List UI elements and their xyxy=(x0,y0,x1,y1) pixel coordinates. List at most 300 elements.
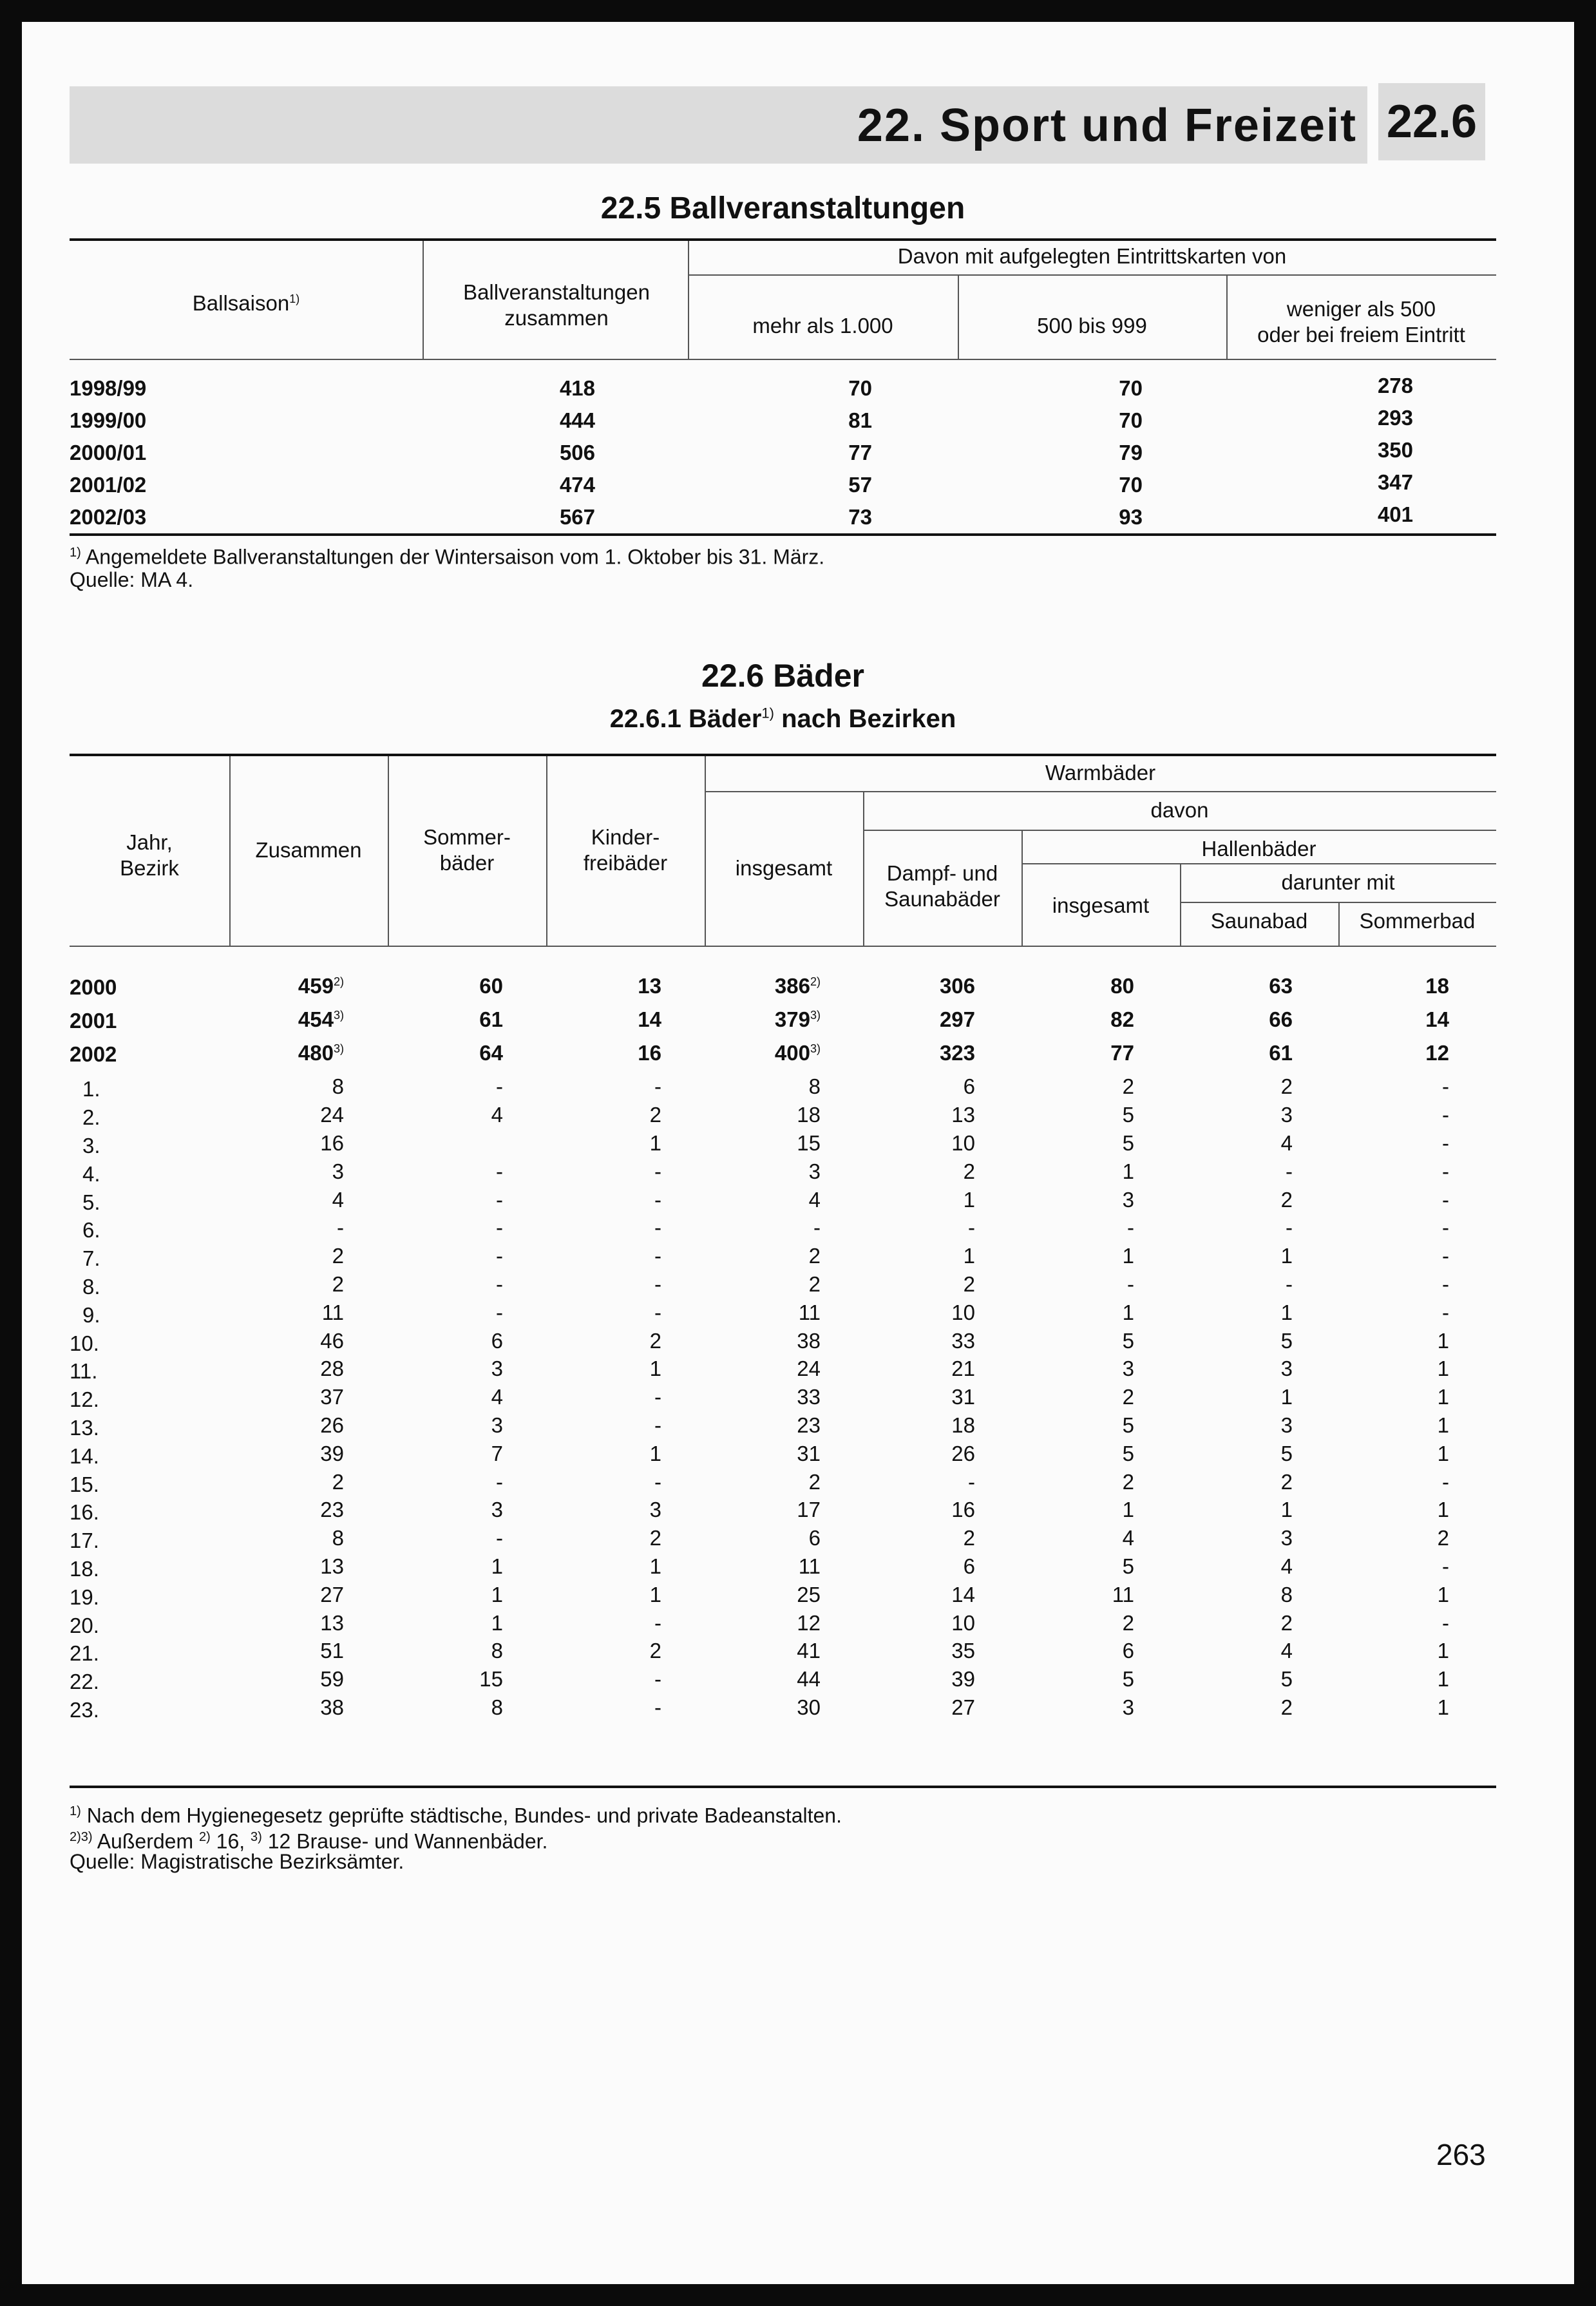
hallen-insgesamt-value: 5 xyxy=(1122,1442,1134,1465)
district-label: 7. xyxy=(82,1246,100,1270)
table2-hline xyxy=(863,830,1496,831)
saunabad-value: 4 xyxy=(1280,1639,1293,1663)
dampf-sauna-value: 35 xyxy=(951,1639,975,1663)
dampf-sauna-value: 297 xyxy=(939,1007,975,1031)
zusammen-value: 26 xyxy=(320,1413,344,1437)
year-label: 2000 xyxy=(70,975,117,999)
kinderfreibaeder-value: 2 xyxy=(649,1103,661,1127)
saunabad-value: 3 xyxy=(1280,1103,1293,1127)
zusammen-value: 8 xyxy=(332,1526,344,1550)
saunabad-value: 4 xyxy=(1280,1554,1293,1578)
sommerbaeder-value: 1 xyxy=(491,1583,503,1606)
col-hallen-insgesamt-header: insgesamt xyxy=(1052,893,1150,917)
kinderfreibaeder-value: 1 xyxy=(649,1442,661,1465)
district-label: 8. xyxy=(82,1275,100,1299)
zusammen-value: 459$^{2)}$ xyxy=(298,974,344,998)
sommerbaeder-value: 4 xyxy=(491,1103,503,1127)
sommerbaeder-value: 3 xyxy=(491,1413,503,1437)
saunabad-value: 8 xyxy=(1280,1583,1293,1606)
hallen-insgesamt-value: 1 xyxy=(1122,1244,1134,1268)
dampf-sauna-value: 18 xyxy=(951,1413,975,1437)
zusammen-value: 39 xyxy=(320,1442,344,1465)
sommerbaeder-value: 7 xyxy=(491,1442,503,1465)
district-label: 18. xyxy=(70,1557,99,1581)
season-label: 2000/01 xyxy=(70,441,147,464)
dampf-sauna-value: 1 xyxy=(963,1188,975,1212)
hallen-insgesamt-value: 82 xyxy=(1110,1007,1134,1031)
sommerbaeder-value: 3 xyxy=(491,1498,503,1521)
sommerbaeder-value: - xyxy=(496,1244,503,1268)
dampf-sauna-value: - xyxy=(968,1215,975,1239)
district-label: 12. xyxy=(70,1387,99,1411)
sommerbaeder-value: - xyxy=(496,1272,503,1296)
warm-insgesamt-value: 2 xyxy=(808,1470,821,1494)
zusammen-value: 16 xyxy=(320,1131,344,1155)
sommerbaeder-value: 1 xyxy=(491,1554,503,1578)
hallen-insgesamt-value: 6 xyxy=(1122,1639,1134,1663)
zusammen-value: 480$^{3)}$ xyxy=(298,1041,344,1065)
kinderfreibaeder-value: - xyxy=(654,1074,661,1098)
sommerbaeder-value: 6 xyxy=(491,1329,503,1353)
table2-subtitle: 22.6.1 Bäder$^{1)}$ nach Bezirken xyxy=(609,705,956,733)
hallen-insgesamt-value: 5 xyxy=(1122,1329,1134,1353)
zusammen-value: 2 xyxy=(332,1272,344,1296)
hallen-insgesamt-value: 5 xyxy=(1122,1667,1134,1691)
table1-vline xyxy=(423,241,424,360)
zusammen-value: - xyxy=(337,1215,344,1239)
hallen-insgesamt-value: 2 xyxy=(1122,1611,1134,1635)
district-label: 20. xyxy=(70,1614,99,1637)
kinderfreibaeder-value: - xyxy=(654,1611,661,1635)
kinderfreibaeder-value: - xyxy=(654,1301,661,1324)
kinderfreibaeder-value: 3 xyxy=(649,1498,661,1521)
kinderfreibaeder-value: 14 xyxy=(638,1007,661,1031)
warm-insgesamt-value: 25 xyxy=(797,1583,821,1606)
sommerbad-value: 1 xyxy=(1437,1442,1449,1465)
sommerbad-value: - xyxy=(1442,1470,1449,1494)
saunabad-value: 2 xyxy=(1280,1611,1293,1635)
sommerbad-value: 14 xyxy=(1425,1007,1449,1031)
kinderfreibaeder-value: - xyxy=(654,1413,661,1437)
sommerbad-value: - xyxy=(1442,1103,1449,1127)
district-label: 19. xyxy=(70,1585,99,1609)
col-kinderfreibaeder-header: Kinder- freibäder xyxy=(583,825,668,875)
district-label: 15. xyxy=(70,1472,99,1496)
warm-insgesamt-value: 6 xyxy=(808,1526,821,1550)
sommerbaeder-value: 61 xyxy=(479,1007,503,1031)
kinderfreibaeder-value: 2 xyxy=(649,1526,661,1550)
season-label: 2002/03 xyxy=(70,505,147,529)
col-sommerbaeder-header: Sommer- bäder xyxy=(423,825,511,875)
hallen-insgesamt-value: 1 xyxy=(1122,1498,1134,1521)
table2-footnote-2: $^{2)3)}$ Außerdem $^{2)}$ 16, $^{3)}$ 12 Brause- und Wannenbäder. xyxy=(70,1829,548,1853)
total-value: 474 xyxy=(559,473,595,497)
district-label: 2. xyxy=(82,1105,100,1129)
sommerbad-value: - xyxy=(1442,1301,1449,1324)
kinderfreibaeder-value: - xyxy=(654,1188,661,1212)
district-label: 10. xyxy=(70,1331,99,1355)
sommerbad-value: 1 xyxy=(1437,1667,1449,1691)
dampf-sauna-value: 21 xyxy=(951,1357,975,1380)
kinderfreibaeder-value: - xyxy=(654,1667,661,1691)
over-1000-value: 70 xyxy=(848,376,872,400)
section-title: 22.6 Bäder xyxy=(701,658,864,694)
saunabad-value: 1 xyxy=(1280,1385,1293,1409)
warm-insgesamt-value: 15 xyxy=(797,1131,821,1155)
hallen-insgesamt-value: 4 xyxy=(1122,1526,1134,1550)
sommerbaeder-value: 15 xyxy=(479,1667,503,1691)
dampf-sauna-value: 13 xyxy=(951,1103,975,1127)
sommerbaeder-value: 8 xyxy=(491,1695,503,1719)
warm-insgesamt-value: 11 xyxy=(798,1554,821,1578)
kinderfreibaeder-value: 1 xyxy=(649,1131,661,1155)
hallen-insgesamt-value: 5 xyxy=(1122,1103,1134,1127)
sommerbaeder-value: 3 xyxy=(491,1357,503,1380)
total-value: 506 xyxy=(559,441,595,464)
saunabad-value: 3 xyxy=(1280,1357,1293,1380)
hallen-insgesamt-value: 11 xyxy=(1112,1583,1134,1606)
zusammen-value: 46 xyxy=(320,1329,344,1353)
kinderfreibaeder-value: 2 xyxy=(649,1329,661,1353)
warm-insgesamt-value: 31 xyxy=(797,1442,821,1465)
dampf-sauna-value: 1 xyxy=(963,1244,975,1268)
dampf-sauna-value: 14 xyxy=(951,1583,975,1606)
saunabad-value: 2 xyxy=(1280,1695,1293,1719)
zusammen-value: 23 xyxy=(320,1498,344,1521)
over-1000-value: 57 xyxy=(848,473,872,497)
kinderfreibaeder-value: - xyxy=(654,1159,661,1183)
zusammen-value: 37 xyxy=(320,1385,344,1409)
sommerbaeder-value: 60 xyxy=(479,974,503,998)
dampf-sauna-value: 2 xyxy=(963,1526,975,1550)
saunabad-value: 61 xyxy=(1269,1041,1293,1065)
warm-insgesamt-value: 44 xyxy=(797,1667,821,1691)
zusammen-value: 8 xyxy=(332,1074,344,1098)
warm-insgesamt-value: 23 xyxy=(797,1413,821,1437)
zusammen-value: 28 xyxy=(320,1357,344,1380)
sommerbaeder-value: 8 xyxy=(491,1639,503,1663)
col-dampf-sauna-header: Dampf- und Saunabäder xyxy=(884,861,1000,911)
col-warm-insgesamt-header: insgesamt xyxy=(735,856,833,880)
saunabad-value: - xyxy=(1286,1215,1293,1239)
sommerbad-value: - xyxy=(1442,1188,1449,1212)
sommerbaeder-value: - xyxy=(496,1074,503,1098)
dampf-sauna-value: 6 xyxy=(963,1074,975,1098)
hallen-insgesamt-value: 5 xyxy=(1122,1554,1134,1578)
saunabad-value: 1 xyxy=(1280,1301,1293,1324)
table1-footnote: $^{1)}$ Angemeldete Ballveranstaltungen der Wintersaison vom 1. Oktober bis 31. März. xyxy=(70,545,825,569)
saunabad-value: 5 xyxy=(1280,1667,1293,1691)
kinderfreibaeder-value: - xyxy=(654,1215,661,1239)
season-label: 1998/99 xyxy=(70,376,147,400)
warm-insgesamt-value: 400$^{3)}$ xyxy=(774,1041,821,1065)
chapter-header-band xyxy=(70,86,1367,164)
saunabad-value: 5 xyxy=(1280,1329,1293,1353)
col-ballsaison-header: Ballsaison$^{1)}$ xyxy=(192,291,300,315)
hallen-insgesamt-value: 77 xyxy=(1110,1041,1134,1065)
sommerbad-value: 1 xyxy=(1437,1385,1449,1409)
saunabad-value: 66 xyxy=(1269,1007,1293,1031)
sommerbad-value: 12 xyxy=(1425,1041,1449,1065)
under-500-value: 278 xyxy=(1377,374,1413,397)
zusammen-value: 454$^{3)}$ xyxy=(298,1007,344,1031)
table2-bottom-rule xyxy=(70,1786,1496,1788)
under-500-value: 293 xyxy=(1377,406,1413,430)
over-1000-value: 73 xyxy=(848,505,872,529)
table2-header-bottom-rule xyxy=(70,946,1496,947)
sommerbad-value: 1 xyxy=(1437,1498,1449,1521)
warm-insgesamt-value: 30 xyxy=(797,1695,821,1719)
kinderfreibaeder-value: - xyxy=(654,1272,661,1296)
district-label: 16. xyxy=(70,1500,99,1524)
table2-top-rule xyxy=(70,754,1496,756)
dampf-sauna-value: 306 xyxy=(939,974,975,998)
col-davon-header: davon xyxy=(1150,798,1209,822)
sommerbad-value: - xyxy=(1442,1159,1449,1183)
sommerbaeder-value: - xyxy=(496,1301,503,1324)
warm-insgesamt-value: 8 xyxy=(808,1074,821,1098)
table2-hline xyxy=(1021,863,1496,864)
sommerbaeder-value: 1 xyxy=(491,1611,503,1635)
dampf-sauna-value: 2 xyxy=(963,1272,975,1296)
sommerbad-value: - xyxy=(1442,1554,1449,1578)
saunabad-value: 2 xyxy=(1280,1470,1293,1494)
dampf-sauna-value: 10 xyxy=(951,1131,975,1155)
saunabad-value: 2 xyxy=(1280,1188,1293,1212)
sommerbaeder-value: - xyxy=(496,1188,503,1212)
warm-insgesamt-value: 33 xyxy=(797,1385,821,1409)
warm-insgesamt-value: 379$^{3)}$ xyxy=(774,1007,821,1031)
zusammen-value: 13 xyxy=(320,1611,344,1635)
saunabad-value: - xyxy=(1286,1272,1293,1296)
zusammen-value: 51 xyxy=(320,1639,344,1663)
dampf-sauna-value: 6 xyxy=(963,1554,975,1578)
zusammen-value: 2 xyxy=(332,1470,344,1494)
kinderfreibaeder-value: 16 xyxy=(638,1041,661,1065)
warm-insgesamt-value: 11 xyxy=(798,1301,821,1324)
sommerbaeder-value: 64 xyxy=(479,1041,503,1065)
saunabad-value: 1 xyxy=(1280,1244,1293,1268)
kinderfreibaeder-value: 1 xyxy=(649,1357,661,1380)
sommerbad-value: 2 xyxy=(1437,1526,1449,1550)
season-label: 1999/00 xyxy=(70,408,147,432)
over-1000-value: 81 xyxy=(848,408,872,432)
hallen-insgesamt-value: 80 xyxy=(1110,974,1134,998)
col-500-999-header: 500 bis 999 xyxy=(1037,314,1147,338)
sommerbad-value: 1 xyxy=(1437,1357,1449,1380)
dampf-sauna-value: 2 xyxy=(963,1159,975,1183)
zusammen-value: 38 xyxy=(320,1695,344,1719)
year-label: 2001 xyxy=(70,1009,117,1033)
warm-insgesamt-value: 386$^{2)}$ xyxy=(774,974,821,998)
district-label: 9. xyxy=(82,1303,100,1327)
table2-footnote-1: $^{1)}$ Nach dem Hygienegesetz geprüfte städtische, Bundes- und private Badeanstalten. xyxy=(70,1804,842,1827)
under-500-value: 401 xyxy=(1377,502,1413,526)
under-500-value: 347 xyxy=(1377,470,1413,494)
district-label: 14. xyxy=(70,1444,99,1468)
dampf-sauna-value: 10 xyxy=(951,1611,975,1635)
saunabad-value: 63 xyxy=(1269,974,1293,998)
chapter-number: 22.6 xyxy=(1378,83,1485,160)
dampf-sauna-value: 33 xyxy=(951,1329,975,1353)
dampf-sauna-value: 10 xyxy=(951,1301,975,1324)
district-label: 22. xyxy=(70,1670,99,1693)
total-value: 567 xyxy=(559,505,595,529)
table1-source: Quelle: MA 4. xyxy=(70,568,194,591)
dampf-sauna-value: - xyxy=(968,1470,975,1494)
page-number: 263 xyxy=(1436,2138,1486,2171)
table2-hline xyxy=(705,791,1496,792)
col-sommerbad-header: Sommerbad xyxy=(1359,909,1476,933)
district-label: 1. xyxy=(82,1077,100,1101)
warm-insgesamt-value: 24 xyxy=(797,1357,821,1380)
dampf-sauna-value: 26 xyxy=(951,1442,975,1465)
hallen-insgesamt-value: 3 xyxy=(1122,1357,1134,1380)
saunabad-value: - xyxy=(1286,1159,1293,1183)
district-label: 6. xyxy=(82,1218,100,1242)
kinderfreibaeder-value: - xyxy=(654,1385,661,1409)
hallen-insgesamt-value: - xyxy=(1127,1272,1134,1296)
sommerbad-value: - xyxy=(1442,1244,1449,1268)
sommerbad-value: 1 xyxy=(1437,1695,1449,1719)
col-hallenbaeder-header: Hallenbäder xyxy=(1201,837,1316,861)
table1-header-bottom-rule xyxy=(70,359,1496,360)
zusammen-value: 4 xyxy=(332,1188,344,1212)
kinderfreibaeder-value: - xyxy=(654,1695,661,1719)
kinderfreibaeder-value: - xyxy=(654,1470,661,1494)
table1-hline xyxy=(688,274,1496,276)
warm-insgesamt-value: 38 xyxy=(797,1329,821,1353)
dampf-sauna-value: 323 xyxy=(939,1041,975,1065)
district-label: 17. xyxy=(70,1529,99,1552)
page xyxy=(22,22,1574,2284)
sommerbad-value: - xyxy=(1442,1215,1449,1239)
table1-title: 22.5 Ballveranstaltungen xyxy=(600,191,965,225)
season-label: 2001/02 xyxy=(70,473,147,497)
zusammen-value: 24 xyxy=(320,1103,344,1127)
col-warmbaeder-header: Warmbäder xyxy=(1045,761,1156,785)
hallen-insgesamt-value: 2 xyxy=(1122,1074,1134,1098)
sommerbad-value: 1 xyxy=(1437,1583,1449,1606)
year-label: 2002 xyxy=(70,1042,117,1066)
hallen-insgesamt-value: 3 xyxy=(1122,1188,1134,1212)
500-999-value: 93 xyxy=(1119,505,1143,529)
hallen-insgesamt-value: 5 xyxy=(1122,1413,1134,1437)
dampf-sauna-value: 31 xyxy=(951,1385,975,1409)
warm-insgesamt-value: - xyxy=(813,1215,821,1239)
hallen-insgesamt-value: 5 xyxy=(1122,1131,1134,1155)
warm-insgesamt-value: 4 xyxy=(808,1188,821,1212)
col-darunter-header: darunter mit xyxy=(1281,870,1395,894)
zusammen-value: 59 xyxy=(320,1667,344,1691)
district-label: 23. xyxy=(70,1698,99,1722)
hallen-insgesamt-value: 1 xyxy=(1122,1159,1134,1183)
col-under-500-header: weniger als 500 oder bei freiem Eintritt xyxy=(1257,297,1465,347)
kinderfreibaeder-value: - xyxy=(654,1244,661,1268)
col-saunabad-header: Saunabad xyxy=(1210,909,1308,933)
district-label: 21. xyxy=(70,1641,99,1665)
hallen-insgesamt-value: - xyxy=(1127,1215,1134,1239)
sommerbad-value: - xyxy=(1442,1272,1449,1296)
warm-insgesamt-value: 2 xyxy=(808,1244,821,1268)
500-999-value: 79 xyxy=(1119,441,1143,464)
district-label: 13. xyxy=(70,1416,99,1440)
sommerbaeder-value: - xyxy=(496,1215,503,1239)
hallen-insgesamt-value: 2 xyxy=(1122,1470,1134,1494)
col-zusammen-header: Zusammen xyxy=(255,838,362,862)
col-over-1000-header: mehr als 1.000 xyxy=(752,314,893,338)
dampf-sauna-value: 39 xyxy=(951,1667,975,1691)
sommerbad-value: 1 xyxy=(1437,1329,1449,1353)
sommerbad-value: - xyxy=(1442,1131,1449,1155)
warm-insgesamt-value: 2 xyxy=(808,1272,821,1296)
500-999-value: 70 xyxy=(1119,376,1143,400)
saunabad-value: 1 xyxy=(1280,1498,1293,1521)
col-total-header: Ballveranstaltungen zusammen xyxy=(463,280,650,330)
table1-top-rule xyxy=(70,238,1496,241)
warm-insgesamt-value: 17 xyxy=(797,1498,821,1521)
saunabad-value: 3 xyxy=(1280,1526,1293,1550)
warm-insgesamt-value: 41 xyxy=(797,1639,821,1663)
sommerbaeder-value: - xyxy=(496,1526,503,1550)
dampf-sauna-value: 16 xyxy=(951,1498,975,1521)
hallen-insgesamt-value: 3 xyxy=(1122,1695,1134,1719)
warm-insgesamt-value: 3 xyxy=(808,1159,821,1183)
kinderfreibaeder-value: 13 xyxy=(638,974,661,998)
sommerbad-value: - xyxy=(1442,1074,1449,1098)
warm-insgesamt-value: 12 xyxy=(797,1611,821,1635)
zusammen-value: 27 xyxy=(320,1583,344,1606)
warm-insgesamt-value: 18 xyxy=(797,1103,821,1127)
table2-source: Quelle: Magistratische Bezirksämter. xyxy=(70,1850,404,1873)
saunabad-value: 3 xyxy=(1280,1413,1293,1437)
under-500-value: 350 xyxy=(1377,438,1413,462)
chapter-title: 22. Sport und Freizeit xyxy=(857,100,1357,151)
zusammen-value: 13 xyxy=(320,1554,344,1578)
sommerbaeder-value: - xyxy=(496,1159,503,1183)
hallen-insgesamt-value: 2 xyxy=(1122,1385,1134,1409)
col-group-header: Davon mit aufgelegten Eintrittskarten von xyxy=(897,244,1287,268)
kinderfreibaeder-value: 1 xyxy=(649,1554,661,1578)
district-label: 3. xyxy=(82,1134,100,1158)
sommerbad-value: 1 xyxy=(1437,1413,1449,1437)
sommerbad-value: 1 xyxy=(1437,1639,1449,1663)
sommerbaeder-value: - xyxy=(496,1470,503,1494)
total-value: 418 xyxy=(559,376,595,400)
over-1000-value: 77 xyxy=(848,441,872,464)
500-999-value: 70 xyxy=(1119,473,1143,497)
saunabad-value: 5 xyxy=(1280,1442,1293,1465)
saunabad-value: 2 xyxy=(1280,1074,1293,1098)
zusammen-value: 2 xyxy=(332,1244,344,1268)
zusammen-value: 11 xyxy=(321,1301,344,1324)
500-999-value: 70 xyxy=(1119,408,1143,432)
hallen-insgesamt-value: 1 xyxy=(1122,1301,1134,1324)
kinderfreibaeder-value: 2 xyxy=(649,1639,661,1663)
district-label: 5. xyxy=(82,1190,100,1214)
sommerbad-value: - xyxy=(1442,1611,1449,1635)
sommerbaeder-value: 4 xyxy=(491,1385,503,1409)
kinderfreibaeder-value: 1 xyxy=(649,1583,661,1606)
district-label: 4. xyxy=(82,1162,100,1186)
zusammen-value: 3 xyxy=(332,1159,344,1183)
sommerbad-value: 18 xyxy=(1425,974,1449,998)
district-label: 11. xyxy=(70,1359,98,1383)
dampf-sauna-value: 27 xyxy=(951,1695,975,1719)
table1-bottom-rule xyxy=(70,533,1496,536)
col-jahr-bezirk-header: Jahr, Bezirk xyxy=(120,830,179,880)
saunabad-value: 4 xyxy=(1280,1131,1293,1155)
